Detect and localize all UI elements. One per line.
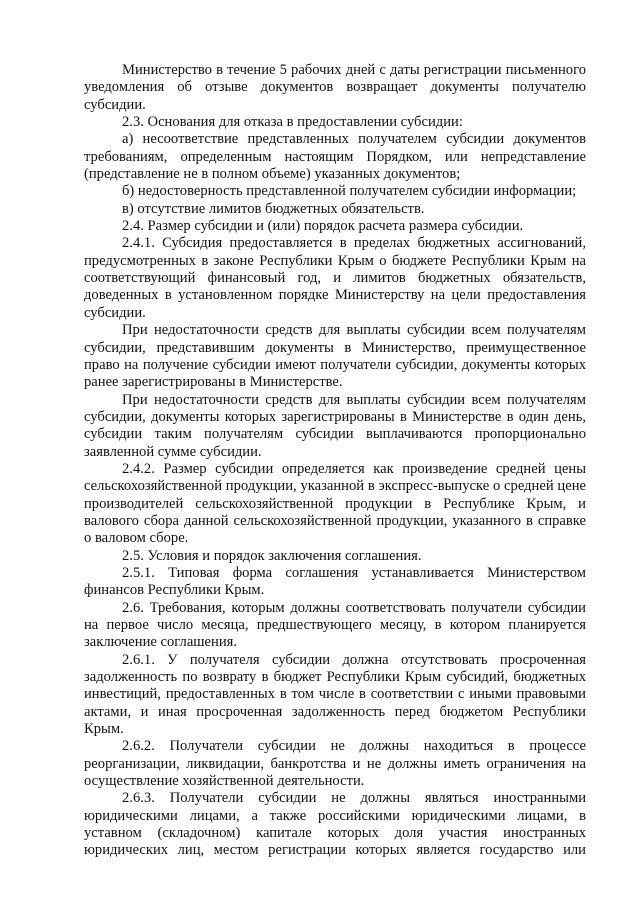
paragraph-document-return: Министерство в течение 5 рабочих дней с даты регистрации письменного уведомления об отзыве документов возвращает документы получателю субсидии. (84, 62, 586, 113)
paragraph-priority-right: При недостаточности средств для выплаты субсидии всем получателям субсидии, представившим документы в Министерство, преимущественное право на получение субсидии имеют получатели субсидии, документы которых ранее зарегистрированы в Министерстве. (84, 322, 586, 391)
paragraph-2-6-1: 2.6.1. У получателя субсидии должна отсутствовать просроченная задолженность по возврату в бюджет Республики Крым субсидий, бюджетных инвестиций, предоставленных в том числе в соответствии с иными правовыми актами, и иная просроченная задолженность перед бюджетом Республики Крым. (84, 651, 586, 738)
paragraph-2-6-3: 2.6.3. Получатели субсидии не должны являться иностранными юридическими лицами, а также российскими юридическими лицами, в уставном (складочном) капитале которых доля участия иностранных юридических лиц, местом регистрации которых является государство или (84, 790, 586, 859)
paragraph-2-6-2: 2.6.2. Получатели субсидии не должны находиться в процессе реорганизации, ликвидации, банкротства и не должны иметь ограничения на осуществление хозяйственной деятельности. (84, 738, 586, 790)
paragraph-2-3-c: в) отсутствие лимитов бюджетных обязательств. (122, 200, 425, 217)
paragraph-2-3-a: а) несоответствие представленных получателем субсидии документов требованиям, определенным настоящим Порядком, или непредставление (представление не в полном объеме) указанных документов; (84, 131, 586, 183)
paragraph-2-4-1: 2.4.1. Субсидия предоставляется в пределах бюджетных ассигнований, предусмотренных в законе Республики Крым о бюджете Республики Крым на соответствующий финансовый год, и лимитов бюджетных обязательств, доведенных в установленном порядке Министерству на цели предоставления субсидии. (84, 235, 586, 321)
paragraph-2-4-2: 2.4.2. Размер субсидии определяется как произведение средней цены сельскохозяйственной продукции, указанной в экспресс-выпуске о средней цене производителей сельскохозяйственной продукции в Республике Крым, и валового сбора данной сельскохозяйственной продукции, указанного в справке о валовом сборе. (84, 460, 586, 547)
paragraph-2-4-heading: 2.4. Размер субсидии и (или) порядок расчета размера субсидии. (122, 218, 524, 235)
paragraph-2-3-b: б) недостоверность представленной получателем субсидии информации; (122, 183, 577, 200)
paragraph-2-3-heading: 2.3. Основания для отказа в предоставлении субсидии: (122, 114, 463, 131)
paragraph-proportional-payment: При недостаточности средств для выплаты субсидии всем получателям субсидии, документы которых зарегистрированы в Министерстве в один день, субсидии таким получателям субсидии выплачиваются пропорционально заявленной сумме субсидии. (84, 391, 586, 460)
document-page (84, 62, 586, 860)
paragraph-2-5-heading: 2.5. Условия и порядок заключения соглашения. (122, 547, 422, 564)
paragraph-2-6: 2.6. Требования, которым должны соответствовать получатели субсидии на первое число месяца, предшествующего месяцу, в котором планируется заключение соглашения. (84, 599, 586, 651)
paragraph-2-5-1: 2.5.1. Типовая форма соглашения устанавливается Министерством финансов Республики Крым. (84, 564, 586, 599)
